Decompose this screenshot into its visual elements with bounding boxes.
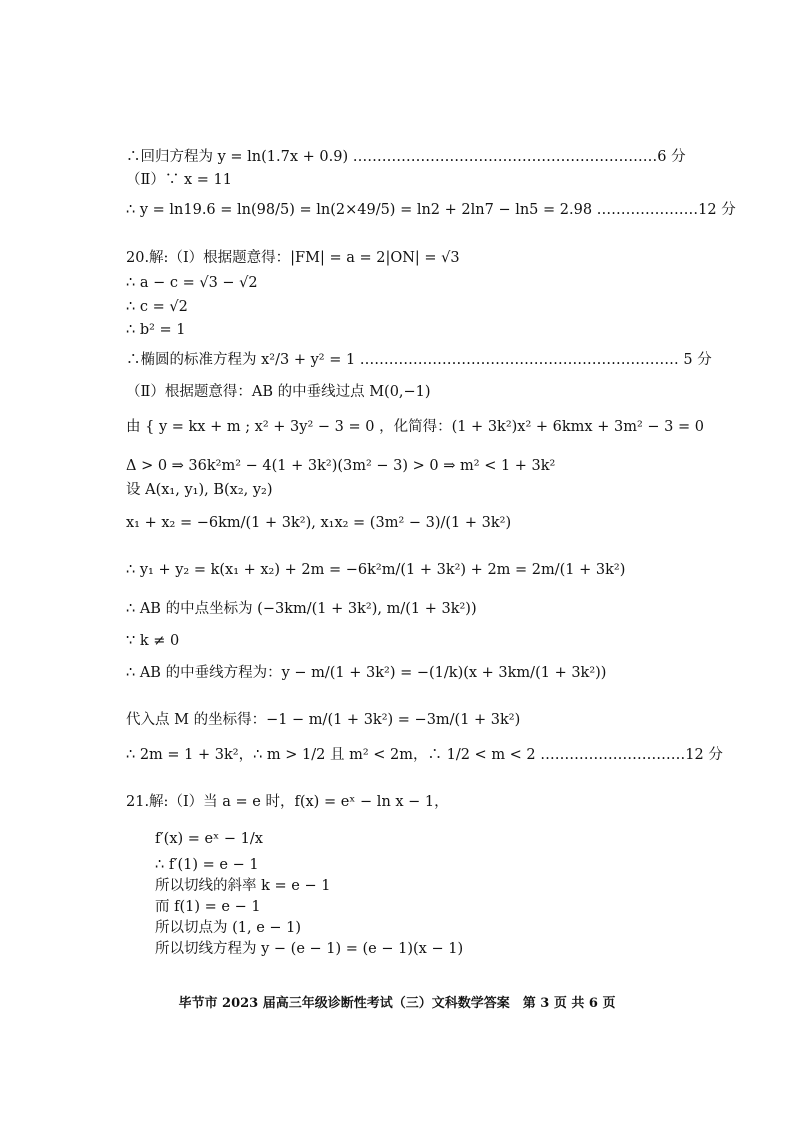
line-a-minus-c: ∴ a − c = √3 − √2 [126, 275, 258, 291]
line-derivative: f′(x) = eˣ − 1/x [155, 831, 263, 847]
line-y-sum: ∴ y₁ + y₂ = k(x₁ + x₂) + 2m = −6k²m/(1 + 3k²) + 2m = 2m/(1 + 3k²) [126, 562, 626, 578]
line-system: 由 { y = kx + m ; x² + 3y² − 3 = 0 ，化简得：(1 + 3k²)x² + 6kmx + 3m² − 3 = 0 [126, 419, 704, 435]
line-discriminant: Δ > 0 ⇒ 36k²m² − 4(1 + 3k²)(3m² − 3) > 0 ⇒ m² < 1 + 3k² [126, 458, 556, 474]
line-b2: ∴ b² = 1 [126, 322, 186, 338]
line-c: ∴ c = √2 [126, 299, 188, 315]
line-m-range: ∴ 2m = 1 + 3k²，∴ m > 1/2 且 m² < 2m，∴ 1/2 < m < 2 …………………………12 分 [126, 747, 723, 763]
line-tangent-point: 所以切点为 (1, e − 1) [155, 920, 302, 936]
line-q20-part2: （Ⅱ）根据题意得：AB 的中垂线过点 M(0,−1) [126, 384, 431, 400]
line-k-nonzero: ∵ k ≠ 0 [126, 633, 180, 649]
line-vieta: x₁ + x₂ = −6km/(1 + 3k²), x₁x₂ = (3m² − 3)/(1 + 3k²) [126, 515, 512, 531]
line-q20-part1: 20.解:（Ⅰ）根据题意得：|FM| = a = 2|ON| = √3 [126, 250, 460, 266]
line-part2-x: （Ⅱ）∵ x = 11 [126, 172, 232, 188]
line-slope: 所以切线的斜率 k = e − 1 [155, 878, 331, 894]
line-q21-part1: 21.解:（Ⅰ）当 a = e 时，f(x) = eˣ − ln x − 1， [126, 794, 449, 810]
page-footer: 毕节市 2023 届高三年级诊断性考试（三）文科数学答案 第 3 页 共 6 页 [178, 996, 616, 1011]
line-perp-bisector: ∴ AB 的中垂线方程为：y − m/(1 + 3k²) = −(1/k)(x + 3km/(1 + 3k²)) [126, 665, 607, 681]
line-midpoint: ∴ AB 的中点坐标为 (−3km/(1 + 3k²), m/(1 + 3k²)) [126, 601, 477, 617]
line-tangent-eq: 所以切线方程为 y − (e − 1) = (e − 1)(x − 1) [155, 941, 464, 957]
line-y-value: ∴ y = ln19.6 = ln(98/5) = ln(2×49/5) = ln2 + 2ln7 − ln5 = 2.98 …………………12 分 [126, 202, 736, 218]
line-points: 设 A(x₁, y₁), B(x₂, y₂) [126, 482, 273, 498]
line-f-prime-1: ∴ f′(1) = e − 1 [155, 857, 259, 873]
line-ellipse-eq: ∴椭圆的标准方程为 x²/3 + y² = 1 ………………………………………………………… 5 分 [126, 352, 712, 368]
line-regression-eq: ∴回归方程为 y = ln(1.7x + 0.9) ………………………………………………………6 分 [126, 149, 686, 165]
line-substitute-m: 代入点 M 的坐标得：−1 − m/(1 + 3k²) = −3m/(1 + 3k²) [126, 712, 521, 728]
line-f1: 而 f(1) = e − 1 [155, 899, 261, 915]
